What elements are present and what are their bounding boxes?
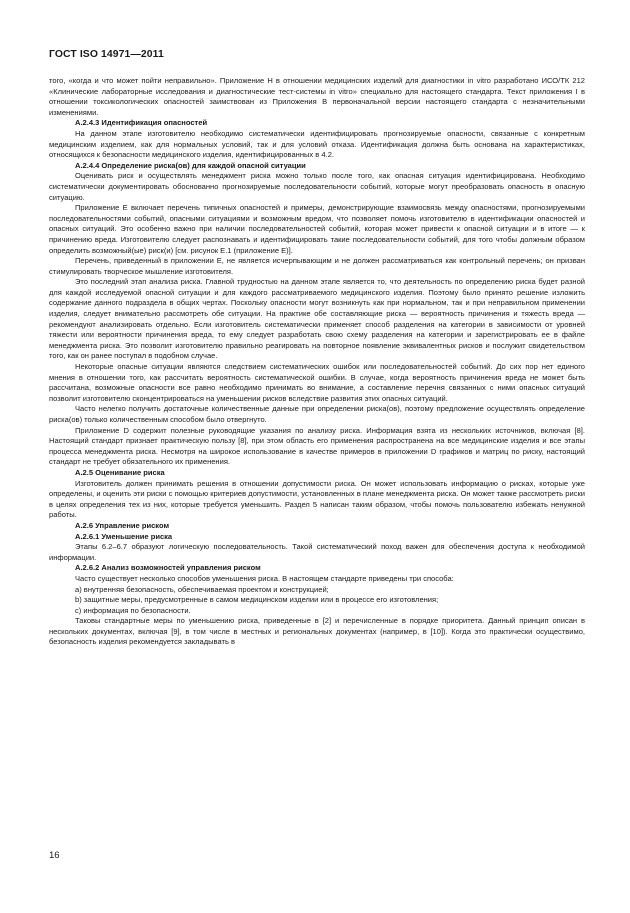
paragraph: c) информация по безопасности. <box>75 605 191 615</box>
section-heading: A.2.6.2 Анализ возможностей управления риском <box>75 563 261 573</box>
paragraph: Изготовитель должен принимать решения в отношении допустимости риска. Он может использовать информацию о рисках, которые уже определены, и оценить эти риски с помощью критериев допустимости, установленных в плане менеджмента риска. Он может также рассмотреть риски в целях определения тех из них, которые требуется уменьшить. Раздел 5 написан таким образом, чтобы помочь пользователю избежать ненужной работы. <box>49 478 585 520</box>
page-number: 16 <box>49 850 60 861</box>
paragraph: b) защитные меры, предусмотренные в самом медицинском изделии или в процессе его изготовления; <box>75 595 439 605</box>
paragraph: Оценивать риск и осуществлять менеджмент риска можно только после того, как опасная ситуация идентифицирована. Необходимо систематически документировать обоснованно прогнозируемые последовательности событий, которые могут преобразовать опасность в опасную ситуацию. <box>49 171 585 202</box>
paragraph: того, «когда и что может пойти неправильно». Приложение H в отношении медицинских изделий для диагностики in vitro разработано ИСО/ТК 212 «Клинические лабораторные исследования и диагностические тест-системы in vitro» специально для настоящего стандарта. Текст приложения I в отношении токсикологических опасностей заимствован из Приложения B первоначальной версии настоящего стандарта с незначительными изменениями. <box>49 76 585 117</box>
paragraph: На данном этапе изготовителю необходимо систематически идентифицировать прогнозируемые опасности, связанные с конкретным медицинским изделием, как для нормальных условий, так и для условий отказа. Идентификация должна быть основана на характеристиках, относящихся к безопасности медицинского изделия, идентифицированных в 4.2. <box>49 128 585 160</box>
paragraph: Приложение D содержит полезные руководящие указания по анализу риска. Информация взята из нескольких источников, включая [8]. Настоящий стандарт признает практическую пользу [8], при этом область его применения распространена на все медицинские изделия и все этапы процесса менеджмента риска. Несмотря на широкое использование в качестве примеров в приложении D графиков и матриц по риску, настоящий стандарт не требует обязательного их применения. <box>49 425 585 467</box>
paragraph: Часто существует несколько способов уменьшения риска. В настоящем стандарте приведены три способа: <box>75 573 454 583</box>
section-heading: A.2.6 Управление риском <box>75 520 170 530</box>
paragraph: Таковы стандартные меры по уменьшению риска, приведенные в [2] и перечисленные в порядке приоритета. Данный принцип описан в нескольких документах, включая [9], в том числе в местных и региональных документах (например, в [10]). Когда это практически осуществимо, безопасность изделия рекомендуется закладывать в <box>49 616 585 647</box>
section-heading: A.2.5 Оценивание риска <box>75 467 165 477</box>
paragraph: Этапы 6.2–6.7 образуют логическую последовательность. Такой систематический поход важен для обеспечения доступа к необходимой информации. <box>49 542 585 562</box>
paragraph: Часто нелегко получить достаточные количественные данные при определении риска(ов), поэтому предложение осуществлять определение риска(ов) только количественным способом было отвергнуто. <box>49 404 585 424</box>
paragraph: Это последний этап анализа риска. Главной трудностью на данном этапе является то, что деятельность по определению риска будет разной для каждой исследуемой опасной ситуации и для каждого рассматриваемого медицинского изделия. Поэтому было принято решение изложить содержание данного подраздела в общих чертах. Поскольку опасности могут возникнуть как при нормальном, так и при неправильном применении изделия, следует внимательно рассмотреть обе ситуации. На практике обе составляющие риска — вероятность причинения и тяжесть вреда — рекомендуют анализировать отдельно. Если изготовитель систематически применяет способ разделения на категории в зависимости от уровней тяжести или вероятности причинения вреда, то ему следует разработать свою схему разделения на категории и зарегистрировать ее в файле менеджмента риска. Это позволит изготовителю правильно реагировать на повторное появление эквивалентных рисков и послужит свидетельством того, как он ранее поступал в подобном случае. <box>49 277 585 361</box>
document-body <box>49 76 585 648</box>
section-heading: A.2.6.1 Уменьшение риска <box>75 531 173 541</box>
paragraph: Некоторые опасные ситуации являются следствием систематических ошибок или последовательностей событий. До сих пор нет единого мнения в отношении того, как рассчитать вероятность систематической ошибки. В случае, когда вероятность причинения вреда не может быть рассчитана, возможные опасности все равно необходимо принимать во внимание, а составление перечня связанных с ними опасных ситуаций позволит изготовителю сконцентрироваться на уменьшении рисков вследствие развития этих опасных ситуаций. <box>49 362 585 403</box>
paragraph: Перечень, приведенный в приложении E, не является исчерпывающим и не должен рассматриваться как контрольный перечень; он призван стимулировать творческое мышление изготовителя. <box>49 256 585 276</box>
paragraph: Приложение E включает перечень типичных опасностей и примеры, демонстрирующие взаимосвязь между опасностями, прогнозируемыми последовательностями событий, опасными ситуациями и возможным вредом, что позволяет помочь изготовителю в идентификации опасностей и опасных ситуаций. Это особенно важно при наличии последовательностей событий, которая может привести к опасной ситуации и в итоге — к причинению вреда. Изготовителю следует распознавать и идентифицировать такие последовательности событий, для того чтобы должным образом определить возможный(ые) риск(и) [см. рисунок E.1 (приложение E)]. <box>49 203 585 255</box>
section-heading: A.2.4.4 Определение риска(ов) для каждой опасной ситуации <box>75 160 306 170</box>
document-header: ГОСТ ISO 14971—2011 <box>49 49 164 60</box>
section-heading: A.2.4.3 Идентификация опасностей <box>75 118 208 128</box>
paragraph: a) внутренняя безопасность, обеспечиваемая проектом и конструкцией; <box>75 584 329 594</box>
